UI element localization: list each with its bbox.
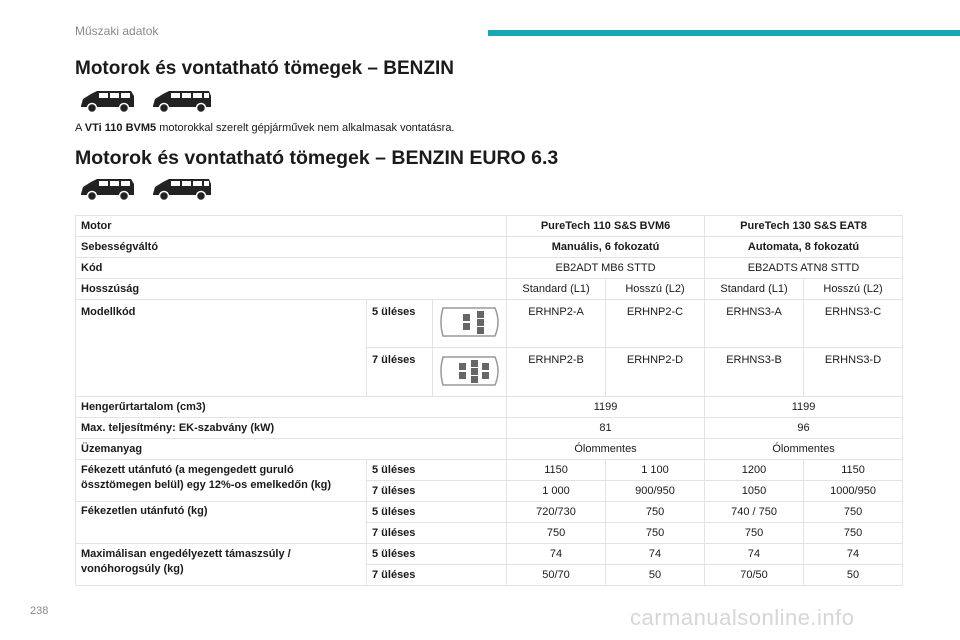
- seat-layout-7: [433, 348, 507, 397]
- braked-5-cell: 1200: [705, 460, 804, 481]
- page-number: 238: [30, 605, 49, 617]
- length-label: Hosszúság: [76, 279, 507, 300]
- model-5-cell: ERHNP2-C: [606, 300, 705, 348]
- unbraked-5-cell: 720/730: [507, 502, 606, 523]
- gearbox-1: Manuális, 6 fokozatú: [507, 237, 705, 258]
- seat-layout-7-icon: [437, 351, 503, 391]
- braked-5-cell: 1150: [804, 460, 903, 481]
- van-long-icon: [149, 176, 213, 204]
- model-7-cell: ERHNP2-D: [606, 348, 705, 397]
- motor-label: Motor: [76, 216, 507, 237]
- unbraked-5-cell: 750: [804, 502, 903, 523]
- unbraked-5-cell: 750: [606, 502, 705, 523]
- seats-7-label: 7 üléses: [367, 565, 507, 586]
- nose-7-cell: 70/50: [705, 565, 804, 586]
- model-5-cell: ERHNP2-A: [507, 300, 606, 348]
- cc-2: 1199: [705, 397, 903, 418]
- vehicle-icons-2: [77, 176, 213, 204]
- code-1: EB2ADT MB6 STTD: [507, 258, 705, 279]
- nose-7-cell: 50: [606, 565, 705, 586]
- unbraked-7-cell: 750: [705, 523, 804, 544]
- nose-5-cell: 74: [606, 544, 705, 565]
- nose-7-cell: 50/70: [507, 565, 606, 586]
- van-long-icon: [149, 88, 213, 116]
- nose-5-cell: 74: [804, 544, 903, 565]
- seats-5-label: 5 üléses: [367, 544, 507, 565]
- braked-7-cell: 900/950: [606, 481, 705, 502]
- length-cell: Hosszú (L2): [606, 279, 705, 300]
- table-row: [76, 237, 903, 258]
- table-row: [76, 279, 903, 300]
- engine-2: PureTech 130 S&S EAT8: [705, 216, 903, 237]
- table-row: [76, 544, 903, 565]
- seats-5-label: 5 üléses: [367, 502, 507, 523]
- power-2: 96: [705, 418, 903, 439]
- fuel-2: Ólommentes: [705, 439, 903, 460]
- towing-note: [75, 122, 455, 134]
- length-cell: Hosszú (L2): [804, 279, 903, 300]
- section-title-benzin-euro63: Motorok és vontatható tömegek – BENZIN EURO 6.3: [75, 147, 559, 169]
- model-7-cell: ERHNS3-D: [804, 348, 903, 397]
- model-5-cell: ERHNS3-C: [804, 300, 903, 348]
- note-rest: motorokkal szerelt gépjárművek nem alkalmasak vontatásra.: [156, 122, 455, 134]
- cc-1: 1199: [507, 397, 705, 418]
- seat-layout-5-icon: [437, 302, 503, 342]
- running-header: Műszaki adatok: [75, 24, 159, 38]
- model-5-cell: ERHNS3-A: [705, 300, 804, 348]
- van-short-icon: [77, 88, 137, 116]
- table-row: [76, 397, 903, 418]
- code-2: EB2ADTS ATN8 STTD: [705, 258, 903, 279]
- unbraked-7-cell: 750: [804, 523, 903, 544]
- power-1: 81: [507, 418, 705, 439]
- fuel-label: Üzemanyag: [76, 439, 507, 460]
- vehicle-icons: [77, 88, 213, 116]
- length-cell: Standard (L1): [507, 279, 606, 300]
- fuel-1: Ólommentes: [507, 439, 705, 460]
- braked-7-cell: 1000/950: [804, 481, 903, 502]
- model-7-cell: ERHNS3-B: [705, 348, 804, 397]
- model-7-cell: ERHNP2-B: [507, 348, 606, 397]
- table-row: [76, 300, 903, 348]
- unbraked-5-cell: 740 / 750: [705, 502, 804, 523]
- seats-7-label: 7 üléses: [367, 481, 507, 502]
- engine-1: PureTech 110 S&S BVM6: [507, 216, 705, 237]
- braked-7-cell: 1050: [705, 481, 804, 502]
- seat-layout-5: [433, 300, 507, 348]
- nose-5-cell: 74: [705, 544, 804, 565]
- model-label: Modellkód: [76, 300, 367, 397]
- header-accent-bar: [488, 30, 960, 36]
- note-prefix: A: [75, 122, 85, 134]
- braked-5-cell: 1 100: [606, 460, 705, 481]
- seats-5-label: 5 üléses: [367, 300, 433, 348]
- cc-label: Hengerűrtartalom (cm3): [76, 397, 507, 418]
- section-title-benzin: Motorok és vontatható tömegek – BENZIN: [75, 58, 454, 79]
- braked-5-cell: 1150: [507, 460, 606, 481]
- code-label: Kód: [76, 258, 507, 279]
- seats-7-label: 7 üléses: [367, 348, 433, 397]
- table-row: [76, 439, 903, 460]
- table-row: [76, 258, 903, 279]
- watermark: carmanualsonline.info: [630, 605, 855, 630]
- seats-7-label: 7 üléses: [367, 523, 507, 544]
- table-row: [76, 502, 903, 523]
- nose-5-cell: 74: [507, 544, 606, 565]
- spec-table: [75, 215, 903, 586]
- seats-5-label: 5 üléses: [367, 460, 507, 481]
- braked-7-cell: 1 000: [507, 481, 606, 502]
- gearbox-2: Automata, 8 fokozatú: [705, 237, 903, 258]
- unbraked-7-cell: 750: [606, 523, 705, 544]
- van-short-icon: [77, 176, 137, 204]
- nose-weight-label: Maximálisan engedélyezett támaszsúly / vonóhorogsúly (kg): [76, 544, 367, 586]
- gearbox-label: Sebességváltó: [76, 237, 507, 258]
- nose-7-cell: 50: [804, 565, 903, 586]
- unbraked-label: Fékezetlen utánfutó (kg): [76, 502, 367, 544]
- unbraked-7-cell: 750: [507, 523, 606, 544]
- power-label: Max. teljesítmény: EK-szabvány (kW): [76, 418, 507, 439]
- length-cell: Standard (L1): [705, 279, 804, 300]
- table-row: [76, 460, 903, 481]
- table-row: [76, 216, 903, 237]
- braked-label: Fékezett utánfutó (a megengedett guruló össztömegen belül) egy 12%-os emelkedőn (kg): [76, 460, 367, 502]
- note-engine: VTi 110 BVM5: [84, 122, 157, 134]
- table-row: [76, 418, 903, 439]
